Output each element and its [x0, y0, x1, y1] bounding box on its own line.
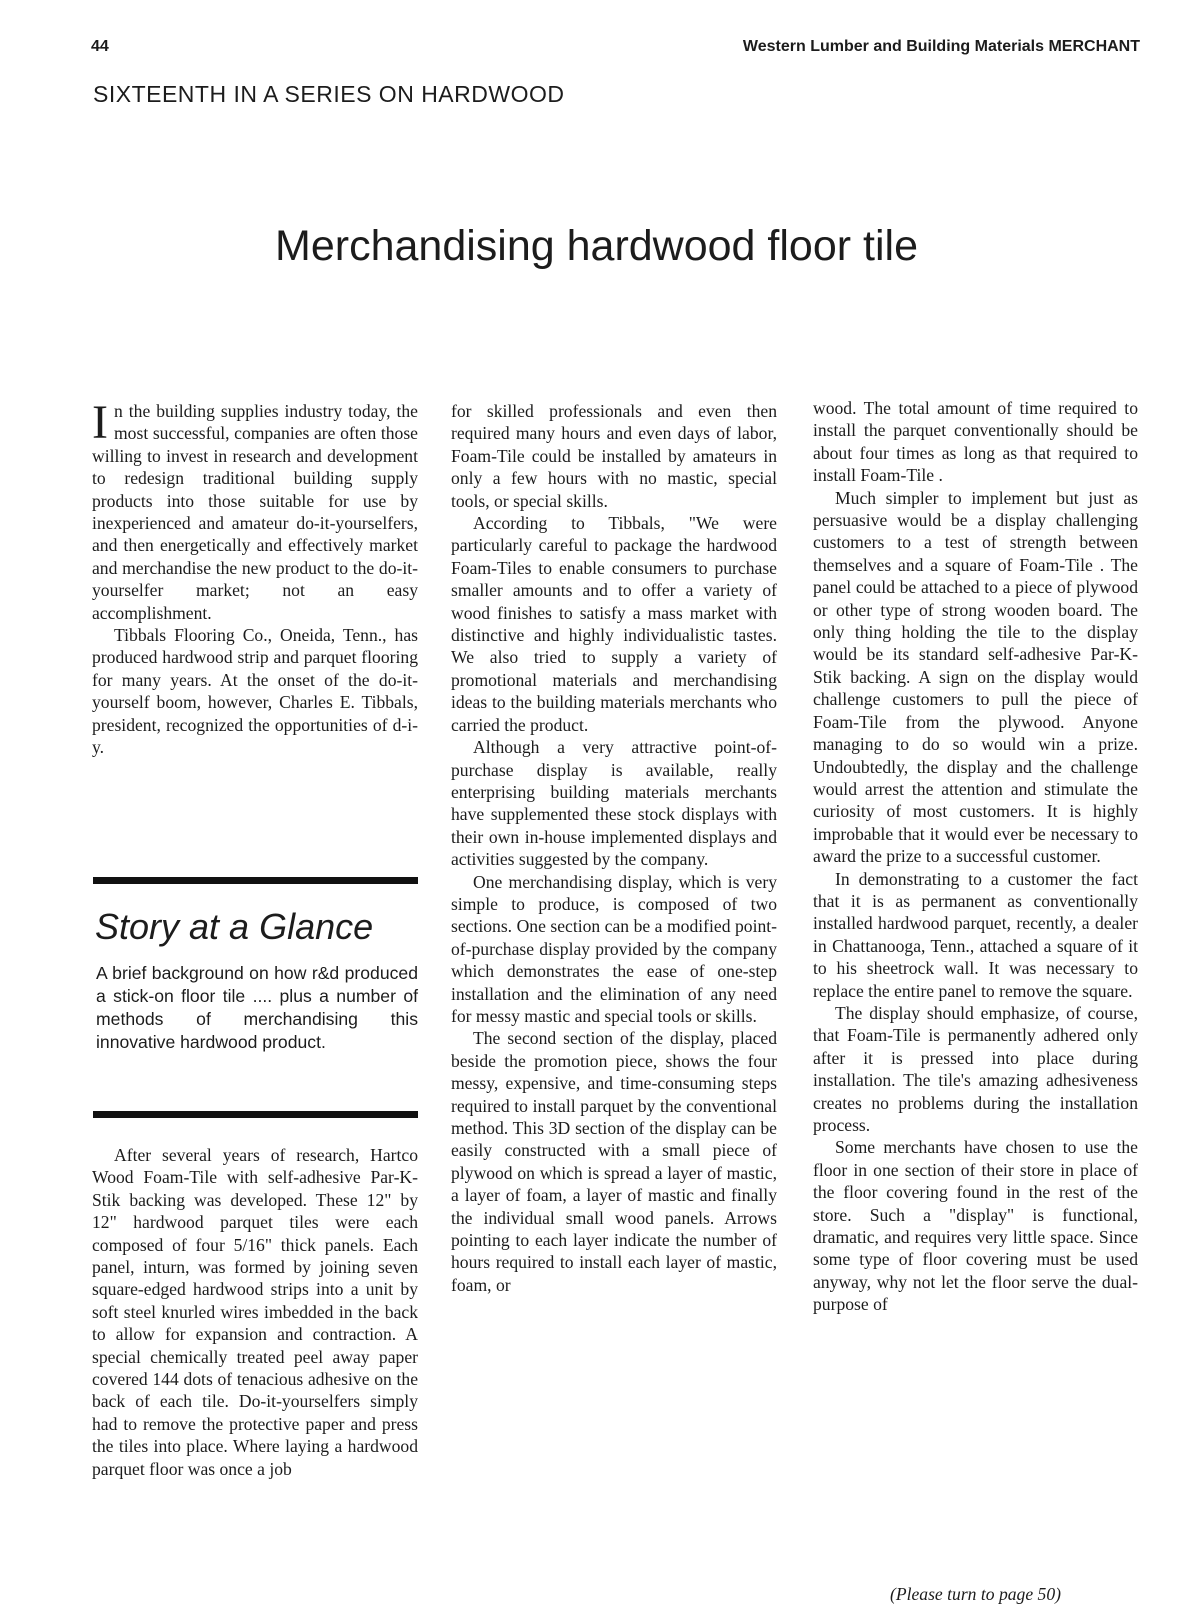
- paragraph: According to Tibbals, "We were particularly careful to package the hardwood Foam-Tiles to enable consumers to purchase smaller amounts and to offer a variety of wood finishes to satisfy a mass market with distinctive and highly individualistic tastes. We also tried to supply a variety of promotional materials and merchandising ideas to the building materials merchants who carried the product.: [451, 513, 777, 735]
- sidebar-title: Story at a Glance: [95, 906, 374, 947]
- paragraph: [92, 396, 418, 624]
- headline: Merchandising hardwood floor tile: [275, 222, 918, 270]
- sidebar-body: A brief background on how r&d produced a stick-on floor tile .... plus a number of methods of merchandising this innovative hardwood product.: [96, 963, 418, 1052]
- continued-note: (Please turn to page 50): [889, 1584, 1061, 1604]
- paragraph: Much simpler to implement but just as persuasive would be a display challenging customers to a test of strength between themselves and a square of Foam-Tile . The panel could be attached to a piece of plywood or other type of strong wooden board. The only thing holding the tile to the display would be its standard self-adhesive Par-K-Stik backing. A sign on the display would challenge customers to pull the piece of Foam-Tile from the plywood. Anyone managing to do so would win a prize. Undoubtedly, the display and the challenge would arrest the attention and stimulate the curiosity of most customers. It is highly improbable that it would ever be necessary to award the prize to a successful customer.: [813, 487, 1138, 867]
- sidebar-rule-bottom: [93, 1111, 418, 1118]
- paragraph: wood. The total amount of time required to install the parquet conventionally should be about four times as long as that required to install Foam-Tile .: [813, 398, 1138, 486]
- column-1-continued: [92, 1144, 418, 1480]
- paragraph: After several years of research, Hartco Wood Foam-Tile with self-adhesive Par-K-Stik backing was developed. These 12" by 12" hardwood parquet tiles were each composed of four 5/16" thick panels. Each panel, inturn, was formed by joining seven square-edged hardwood strips into a unit by soft steel knurled wires imbedded in the back to allow for expansion and contraction. A special chemically treated peel away paper covered 144 dots of tenacious adhesive on the back of each tile. Do-it-yourselfers simply had to remove the protective paper and press the tiles into place. Where laying a hardwood parquet floor was once a job: [92, 1145, 418, 1479]
- paragraph: Tibbals Flooring Co., Oneida, Tenn., has produced hardwood strip and parquet flooring for many years. At the onset of the do-it-yourself boom, however, Charles E. Tibbals, president, recognized the opportunities of d-i-y.: [92, 625, 418, 758]
- sidebar-rule-top: [93, 877, 418, 884]
- drop-cap: I: [92, 396, 108, 449]
- paragraph: The second section of the display, placed beside the promotion piece, shows the four messy, expensive, and time-consuming steps required to install parquet by the conventional method. This 3D section of the display can be easily constructed with a small piece of plywood on which is spread a layer of mastic, a layer of foam, a layer of mastic and finally the individual small wood panels. Arrows pointing to each layer indicate the number of hours required to install each layer of mastic, foam, or: [451, 1028, 777, 1295]
- column-1-intro: [92, 396, 418, 759]
- running-head: Western Lumber and Building Materials MERCHANT: [742, 38, 1140, 55]
- series-label: SIXTEENTH IN A SERIES ON HARDWOOD: [93, 81, 565, 107]
- column-2: [451, 400, 777, 1296]
- paragraph: The display should emphasize, of course, that Foam-Tile is permanently adhered only after it is pressed into place during installation. The tile's amazing adhesiveness creates no problems during the installation process.: [813, 1002, 1138, 1135]
- paragraph: One merchandising display, which is very simple to produce, is composed of two sections. One section can be a modified point-of-purchase display provided by the company which demonstrates the ease of one-step installation and the elimination of any need for messy mastic and special tools or skills.: [451, 871, 777, 1026]
- paragraph: In demonstrating to a customer the fact that it is as permanent as conventionally installed hardwood parquet, recently, a dealer in Chattanooga, Tenn., attached a square of it to his sheetrock wall. It was necessary to replace the entire panel to remove the square.: [813, 868, 1138, 1001]
- paragraph: for skilled professionals and even then required many hours and even days of labor, Foam-Tile could be installed by amateurs in only a few hours with no mastic, special tools, or special skills.: [451, 401, 777, 511]
- page-number: 44: [91, 38, 109, 55]
- paragraph-text: n the building supplies industry today, the most successful, companies are often those willing to invest in research and development to redesign traditional building supply products into those suitable for use by inexperienced and amateur do-it-yourselfers, and then energetically and effectively market and merchandise the new product to the do-it-yourselfer market; not an easy accomplishment.: [92, 401, 418, 623]
- paragraph: Although a very attractive point-of-purchase display is available, really enterprising building materials merchants have supplemented these stock displays with their own in-house implemented displays and activities suggested by the company.: [451, 737, 777, 870]
- column-3: [813, 397, 1138, 1316]
- paragraph: Some merchants have chosen to use the floor in one section of their store in place of the floor covering found in the rest of the store. Such a "display" is functional, dramatic, and requires very little space. Since some type of floor covering must be used anyway, why not let the floor serve the dual-purpose of: [813, 1137, 1138, 1315]
